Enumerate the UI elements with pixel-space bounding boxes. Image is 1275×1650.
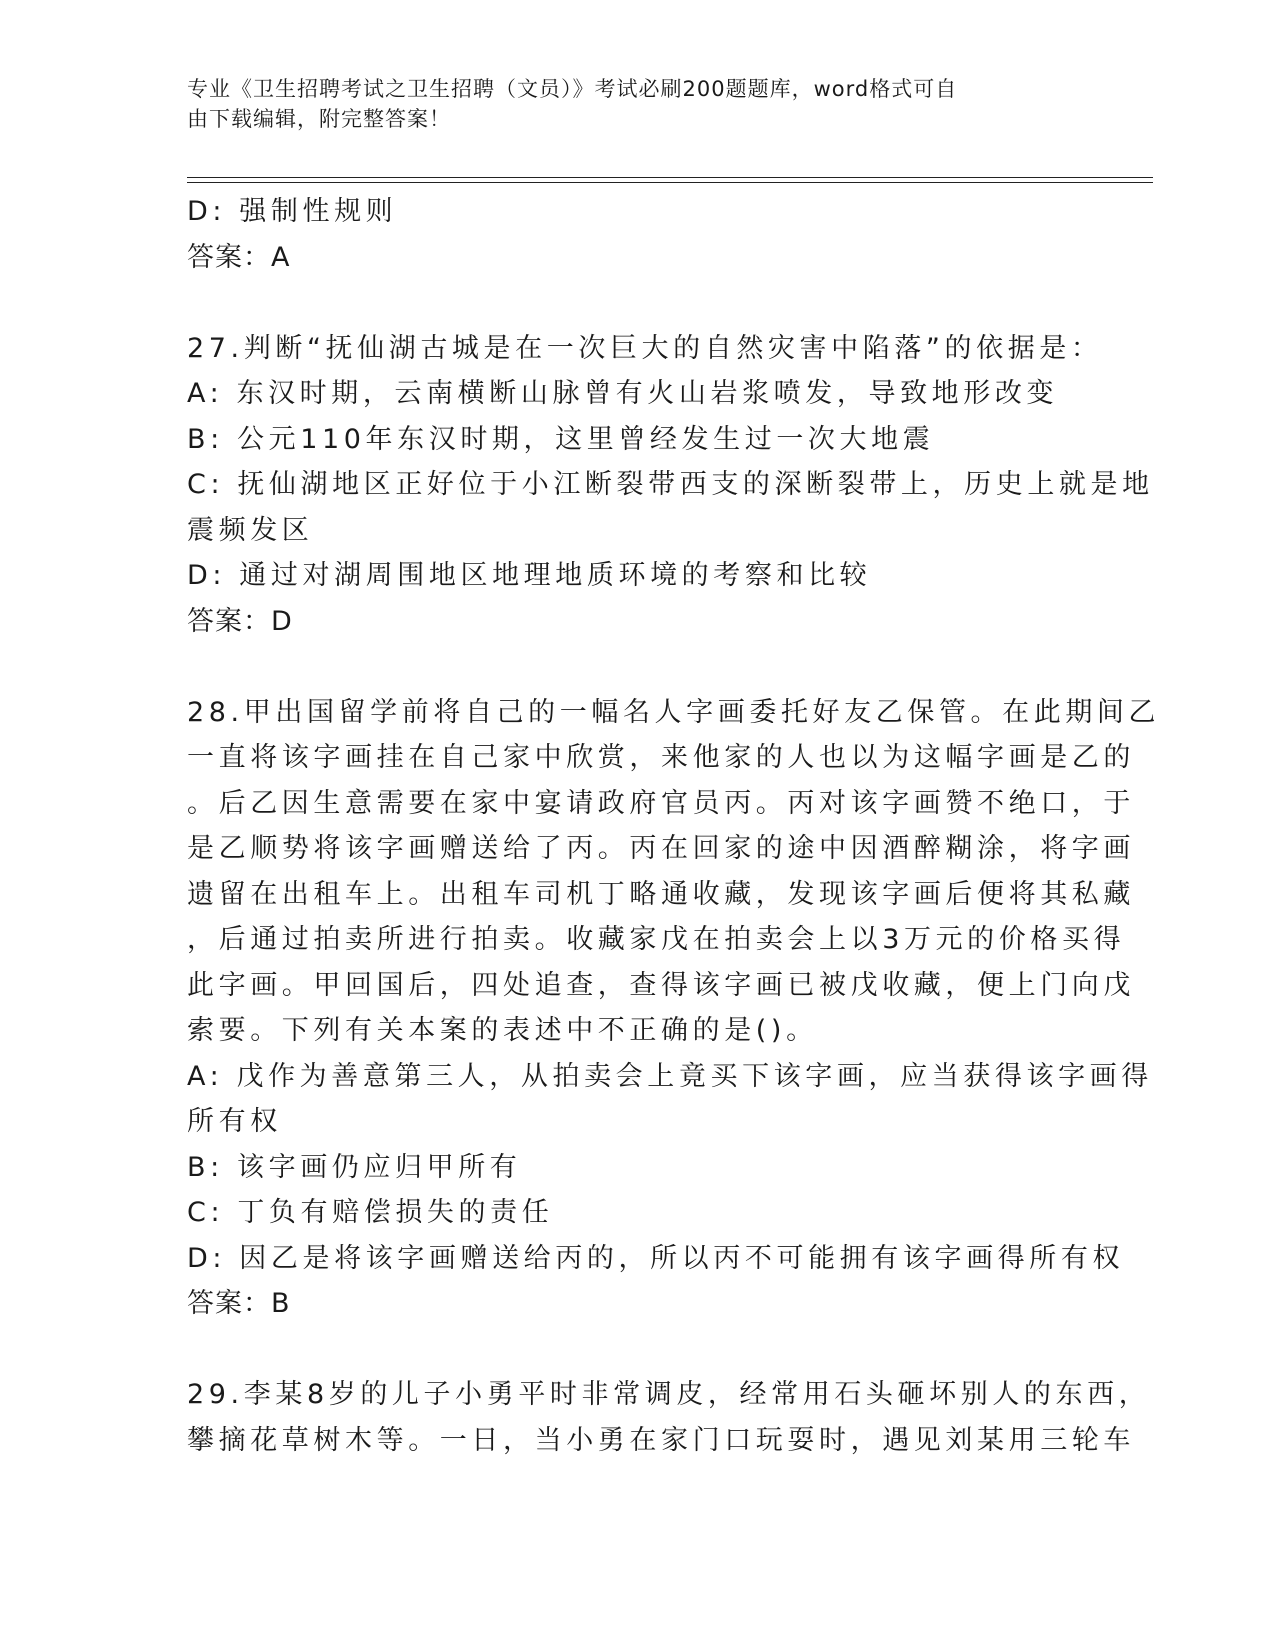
answer-line: 答案：D	[187, 605, 293, 637]
text-line: 所有权	[187, 1106, 282, 1137]
text-line: 此字画。甲回国后，四处追查，查得该字画已被戊收藏，便上门向戊	[187, 969, 1135, 1001]
text-line: 。后乙因生意需要在家中宴请政府官员丙。丙对该字画赞不绝口，于	[187, 787, 1135, 819]
text-line: 27.判断“抚仙湖古城是在一次巨大的自然灾害中陷落”的依据是：	[187, 332, 1103, 364]
text-line: 29.李某8岁的儿子小勇平时非常调皮，经常用石头砸坏别人的东西，	[187, 1379, 1151, 1410]
text-line: C: 抚仙湖地区正好位于小江断裂带西支的深断裂带上，历史上就是地	[187, 469, 1154, 500]
text-line: 是乙顺势将该字画赠送给了丙。丙在回家的途中因酒醉糊涂，将字画	[187, 833, 1135, 864]
text-line: B: 该字画仍应归甲所有	[187, 1151, 522, 1183]
text-line: 遗留在出租车上。出租车司机丁略通收藏，发现该字画后便将其私藏	[187, 878, 1135, 910]
text-line: 一直将该字画挂在自己家中欣赏，来他家的人也以为这幅字画是乙的	[187, 742, 1135, 773]
text-line: 索要。下列有关本案的表述中不正确的是()。	[187, 1015, 818, 1046]
text-line: D: 因乙是将该字画赠送给丙的，所以丙不可能拥有该字画得所有权	[187, 1242, 1125, 1274]
text-line: ，后通过拍卖所进行拍卖。收藏家戊在拍卖会上以3万元的价格买得	[187, 924, 1126, 955]
header-divider	[187, 177, 1153, 178]
page-header	[187, 74, 1067, 134]
text-line: D: 强制性规则	[187, 196, 398, 227]
blank-line	[187, 1327, 1077, 1373]
text-line: 28.甲出国留学前将自己的一幅名人字画委托好友乙保管。在此期间乙	[187, 696, 1161, 728]
answer-line: 答案：B	[187, 1288, 291, 1319]
header-line: 由下载编辑，附完整答案！	[187, 107, 451, 131]
text-line: C: 丁负有赔偿损失的责任	[187, 1197, 554, 1228]
header-line: 专业《卫生招聘考试之卫生招聘（文员）》考试必刷200题题库，word格式可自	[187, 77, 958, 101]
text-line: A: 东汉时期，云南横断山脉曾有火山岩浆喷发，导致地形改变	[187, 378, 1059, 409]
blank-line	[187, 280, 1077, 326]
text-line: D: 通过对湖周围地区地理地质环境的考察和比较	[187, 560, 872, 591]
text-line: 震频发区	[187, 514, 314, 546]
answer-line: 答案：A	[187, 241, 291, 273]
text-line: A: 戊作为善意第三人，从拍卖会上竟买下该字画，应当获得该字画得	[187, 1060, 1153, 1092]
blank-line	[187, 644, 1077, 690]
question-content	[187, 189, 1161, 1463]
header-divider	[187, 182, 1153, 183]
text-line: 攀摘花草树木等。一日，当小勇在家门口玩耍时，遇见刘某用三轮车	[187, 1424, 1135, 1456]
text-line: B: 公元110年东汉时期，这里曾经发生过一次大地震	[187, 423, 935, 455]
